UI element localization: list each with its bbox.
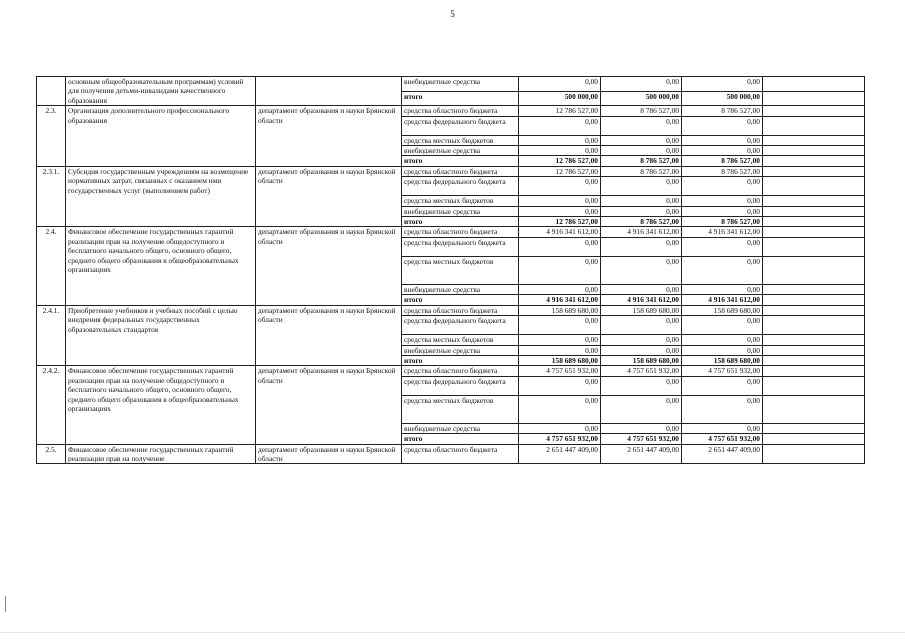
amount-year-2: 2 651 447 409,00 [601,444,682,464]
amount-year-3: 4 916 341 612,00 [682,295,763,305]
responsible-department: департамент образования и науки Брянской области [256,166,402,227]
amount-year-2: 158 689 680,00 [601,355,682,365]
amount-year-2: 0,00 [601,237,682,256]
amount-year-3: 0,00 [682,395,763,423]
amount-year-1: 500 000,00 [519,91,601,106]
empty-cell [763,256,865,284]
amount-year-2: 0,00 [601,146,682,156]
funding-source: итого [402,156,519,166]
empty-cell [763,237,865,256]
amount-year-2: 0,00 [601,177,682,196]
empty-cell [763,284,865,294]
amount-year-1: 0,00 [519,316,601,335]
amount-year-1: 4 757 651 932,00 [519,366,601,376]
amount-year-2: 0,00 [601,116,682,135]
amount-year-3: 0,00 [682,206,763,216]
amount-year-3: 0,00 [682,237,763,256]
funding-source: средства областного бюджета [402,444,519,464]
budget-table [36,76,865,464]
funding-source: средства областного бюджета [402,106,519,116]
item-number: 2.3. [37,106,66,167]
amount-year-3: 0,00 [682,284,763,294]
responsible-department: департамент образования и науки Брянской области [256,366,402,444]
amount-year-2: 4 916 341 612,00 [601,227,682,237]
item-number: 2.4.1. [37,305,66,366]
amount-year-3: 0,00 [682,135,763,145]
amount-year-1: 2 651 447 409,00 [519,444,601,464]
amount-year-3: 4 757 651 932,00 [682,366,763,376]
amount-year-1: 158 689 680,00 [519,305,601,315]
funding-source: средства федерального бюджета [402,376,519,395]
amount-year-1: 0,00 [519,206,601,216]
empty-cell [763,434,865,444]
amount-year-3: 0,00 [682,345,763,355]
empty-cell [763,106,865,116]
empty-cell [763,217,865,227]
item-name: Финансовое обеспечение государственных гарантий реализации прав на получение общедоступного и бесплатного начального общего, основного общего, среднего общего образования в общеобразовательных организациях [66,227,256,305]
empty-cell [763,177,865,196]
funding-source: средства местных бюджетов [402,335,519,345]
amount-year-1: 0,00 [519,135,601,145]
empty-cell [763,206,865,216]
amount-year-1: 12 786 527,00 [519,217,601,227]
empty-cell [763,146,865,156]
amount-year-3: 8 786 527,00 [682,217,763,227]
amount-year-3: 4 916 341 612,00 [682,227,763,237]
empty-cell [763,444,865,464]
table-row [37,227,865,237]
responsible-department: департамент образования и науки Брянской области [256,444,402,464]
amount-year-1: 0,00 [519,335,601,345]
amount-year-3: 0,00 [682,335,763,345]
empty-cell [763,345,865,355]
amount-year-1: 158 689 680,00 [519,355,601,365]
amount-year-3: 8 786 527,00 [682,156,763,166]
table-row [37,77,865,92]
item-name: Финансовое обеспечение государственных гарантий реализации прав на получение общедоступного и бесплатного начального общего, основного общего, среднего общего образования в общеобразовательных организациях [66,366,256,444]
amount-year-2: 8 786 527,00 [601,166,682,176]
table-row [37,166,865,176]
funding-source: средства федерального бюджета [402,116,519,135]
empty-cell [763,227,865,237]
amount-year-2: 0,00 [601,206,682,216]
empty-cell [763,77,865,92]
funding-source: внебюджетные средства [402,284,519,294]
amount-year-3: 8 786 527,00 [682,106,763,116]
amount-year-3: 8 786 527,00 [682,166,763,176]
empty-cell [763,156,865,166]
funding-source: средства областного бюджета [402,366,519,376]
amount-year-2: 0,00 [601,335,682,345]
empty-cell [763,316,865,335]
amount-year-1: 0,00 [519,423,601,433]
amount-year-2: 0,00 [601,196,682,206]
funding-source: внебюджетные средства [402,206,519,216]
funding-source: итого [402,295,519,305]
item-number [37,77,66,106]
amount-year-1: 0,00 [519,77,601,92]
item-name: Финансовое обеспечение государственных гарантий реализации прав на получение [66,444,256,464]
amount-year-2: 158 689 680,00 [601,305,682,315]
empty-cell [763,366,865,376]
amount-year-1: 0,00 [519,196,601,206]
amount-year-1: 12 786 527,00 [519,106,601,116]
empty-cell [763,376,865,395]
item-name: Субсидия государственным учреждениям на возмещение нормативных затрат, связанных с оказанием ими государственных услуг (выполнением работ) [66,166,256,227]
amount-year-3: 0,00 [682,146,763,156]
amount-year-2: 4 757 651 932,00 [601,366,682,376]
empty-cell [763,295,865,305]
empty-cell [763,196,865,206]
funding-source: средства областного бюджета [402,305,519,315]
amount-year-1: 0,00 [519,116,601,135]
funding-source: средства местных бюджетов [402,395,519,423]
table-row [37,366,865,376]
funding-source: внебюджетные средства [402,423,519,433]
amount-year-3: 158 689 680,00 [682,355,763,365]
funding-source: средства областного бюджета [402,227,519,237]
amount-year-2: 0,00 [601,135,682,145]
item-name: Приобретение учебников и учебных пособий с целью внедрения федеральных государственных образовательных стандартов [66,305,256,366]
amount-year-2: 0,00 [601,284,682,294]
empty-cell [763,395,865,423]
amount-year-1: 0,00 [519,256,601,284]
amount-year-2: 500 000,00 [601,91,682,106]
amount-year-3: 0,00 [682,376,763,395]
amount-year-3: 0,00 [682,316,763,335]
funding-source: средства федерального бюджета [402,316,519,335]
empty-cell [763,423,865,433]
responsible-department: департамент образования и науки Брянской области [256,106,402,167]
amount-year-2: 0,00 [601,345,682,355]
scan-edge-mark [5,596,6,612]
funding-source: средства федерального бюджета [402,177,519,196]
funding-source: итого [402,434,519,444]
empty-cell [763,166,865,176]
item-number: 2.3.1. [37,166,66,227]
funding-source: средства местных бюджетов [402,256,519,284]
amount-year-2: 0,00 [601,395,682,423]
funding-source: средства местных бюджетов [402,196,519,206]
amount-year-2: 0,00 [601,316,682,335]
page-number: 5 [450,9,455,19]
table-row [37,106,865,116]
amount-year-2: 8 786 527,00 [601,106,682,116]
empty-cell [763,355,865,365]
item-name: Организация дополнительного профессионального образования [66,106,256,167]
amount-year-2: 8 786 527,00 [601,156,682,166]
amount-year-2: 4 757 651 932,00 [601,434,682,444]
amount-year-1: 0,00 [519,146,601,156]
funding-source: средства областного бюджета [402,166,519,176]
table-row [37,305,865,315]
amount-year-3: 0,00 [682,256,763,284]
amount-year-3: 0,00 [682,423,763,433]
amount-year-2: 0,00 [601,376,682,395]
amount-year-3: 4 757 651 932,00 [682,434,763,444]
responsible-department: департамент образования и науки Брянской области [256,227,402,305]
amount-year-1: 4 916 341 612,00 [519,227,601,237]
funding-source: внебюджетные средства [402,345,519,355]
amount-year-2: 0,00 [601,423,682,433]
amount-year-1: 0,00 [519,395,601,423]
amount-year-3: 500 000,00 [682,91,763,106]
responsible-department: департамент образования и науки Брянской области [256,305,402,366]
amount-year-1: 0,00 [519,345,601,355]
funding-source: средства федерального бюджета [402,237,519,256]
table-body [37,77,865,464]
amount-year-1: 0,00 [519,177,601,196]
amount-year-1: 0,00 [519,376,601,395]
amount-year-2: 4 916 341 612,00 [601,295,682,305]
amount-year-3: 158 689 680,00 [682,305,763,315]
empty-cell [763,91,865,106]
responsible-department [256,77,402,106]
amount-year-2: 0,00 [601,77,682,92]
item-number: 2.4. [37,227,66,305]
amount-year-2: 0,00 [601,256,682,284]
amount-year-1: 4 757 651 932,00 [519,434,601,444]
scan-bottom-edge [0,632,905,633]
item-number: 2.5. [37,444,66,464]
amount-year-1: 4 916 341 612,00 [519,295,601,305]
item-name: основным общеобразовательным программам) условий для получения детьми-инвалидами качественного образования [66,77,256,106]
amount-year-3: 2 651 447 409,00 [682,444,763,464]
funding-source: итого [402,355,519,365]
amount-year-1: 0,00 [519,284,601,294]
funding-source: внебюджетные средства [402,77,519,92]
empty-cell [763,135,865,145]
item-number: 2.4.2. [37,366,66,444]
amount-year-1: 12 786 527,00 [519,166,601,176]
amount-year-1: 0,00 [519,237,601,256]
empty-cell [763,116,865,135]
amount-year-3: 0,00 [682,116,763,135]
amount-year-1: 12 786 527,00 [519,156,601,166]
amount-year-3: 0,00 [682,177,763,196]
table-row [37,444,865,464]
funding-source: средства местных бюджетов [402,135,519,145]
amount-year-2: 8 786 527,00 [601,217,682,227]
funding-source: внебюджетные средства [402,146,519,156]
empty-cell [763,305,865,315]
amount-year-3: 0,00 [682,77,763,92]
empty-cell [763,335,865,345]
amount-year-3: 0,00 [682,196,763,206]
funding-source: итого [402,91,519,106]
funding-source: итого [402,217,519,227]
